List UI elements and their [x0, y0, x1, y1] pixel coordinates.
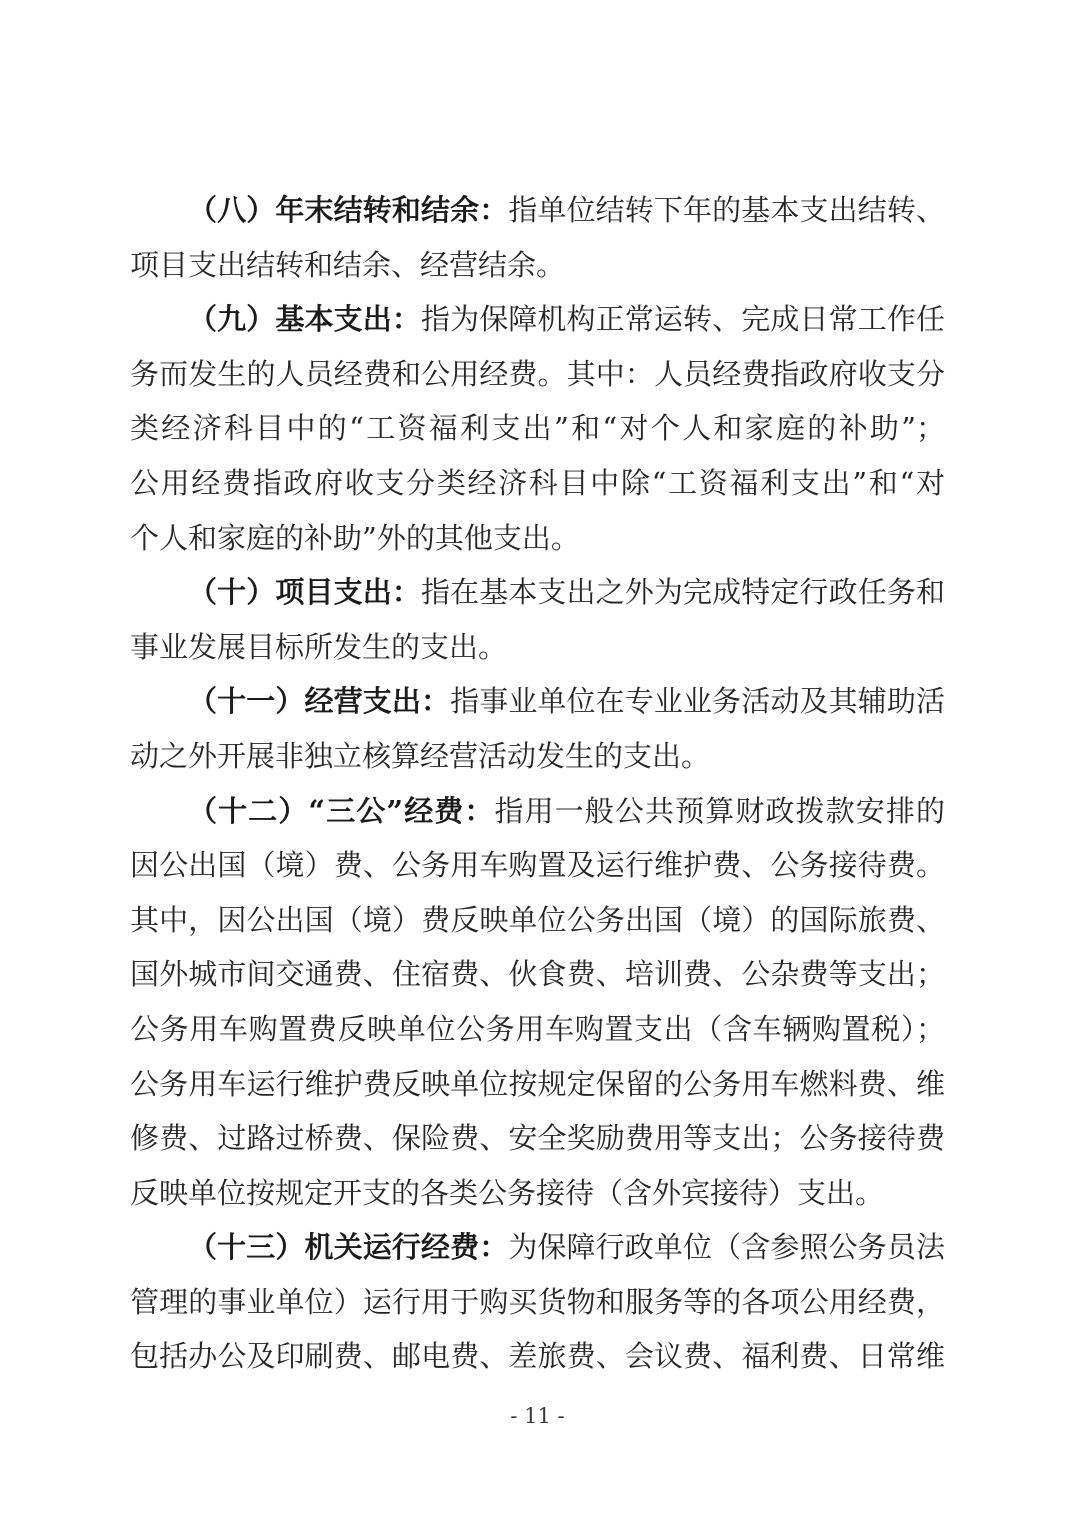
text-line: （十一）经营支出：指事业单位在专业业务活动及其辅助活	[188, 684, 945, 719]
term-label: （十三）机关运行经费：	[188, 1230, 509, 1265]
term-label: （十一）经营支出：	[188, 684, 451, 719]
text-line: 其中，因公出国（境）费反映单位公务出国（境）的国际旅费、	[130, 902, 945, 937]
text-line: 因公出国（境）费、公务用车购置及运行维护费、公务接待费。	[130, 848, 945, 883]
text-line: （十三）机关运行经费：为保障行政单位（含参照公务员法	[188, 1230, 945, 1265]
text-line: 个人和家庭的补助”外的其他支出。	[130, 520, 580, 555]
text-line: 类经济科目中的“工资福利支出”和“对个人和家庭的补助”；	[130, 411, 945, 446]
text-line: 公用经费指政府收支分类经济科目中除“工资福利支出”和“对	[130, 465, 945, 500]
text-line: （九）基本支出：指为保障机构正常运转、完成日常工作任	[188, 302, 945, 337]
term-label: （八）年末结转和结余：	[188, 193, 509, 227]
document-body	[130, 183, 945, 1384]
text-line: 务而发生的人员经费和公用经费。其中：人员经费指政府收支分	[130, 356, 945, 391]
text-line: 项目支出结转和结余、经营结余。	[130, 247, 566, 282]
text-line: （十）项目支出：指在基本支出之外为完成特定行政任务和	[188, 575, 945, 610]
text-line: 公务用车购置费反映单位公务用车购置支出（含车辆购置税）；	[130, 1011, 945, 1046]
text-line: 包括办公及印刷费、邮电费、差旅费、会议费、福利费、日常维	[130, 1339, 945, 1374]
term-label: （九）基本支出：	[188, 302, 421, 337]
page-number: - 11 -	[510, 1404, 565, 1428]
text-line: 事业发展目标所发生的支出。	[130, 629, 508, 664]
text-line: 动之外开展非独立核算经营活动发生的支出。	[130, 738, 711, 773]
text-line: 公务用车运行维护费反映单位按规定保留的公务用车燃料费、维	[130, 1066, 945, 1101]
text-line: 修费、过路过桥费、保险费、安全奖励费用等支出；公务接待费	[130, 1121, 945, 1156]
text-line: 反映单位按规定开支的各类公务接待（含外宾接待）支出。	[130, 1175, 885, 1210]
text-line: 国外城市间交通费、住宿费、伙食费、培训费、公杂费等支出；	[130, 957, 945, 992]
term-label: （十）项目支出：	[188, 575, 421, 610]
text-line: （八）年末结转和结余：指单位结转下年的基本支出结转、	[188, 193, 945, 227]
term-label: （十二）“三公”经费：	[188, 793, 495, 828]
text-line: （十二）“三公”经费：指用一般公共预算财政拨款安排的	[188, 793, 945, 828]
text-line: 管理的事业单位）运行用于购买货物和服务等的各项公用经费，	[130, 1284, 945, 1319]
